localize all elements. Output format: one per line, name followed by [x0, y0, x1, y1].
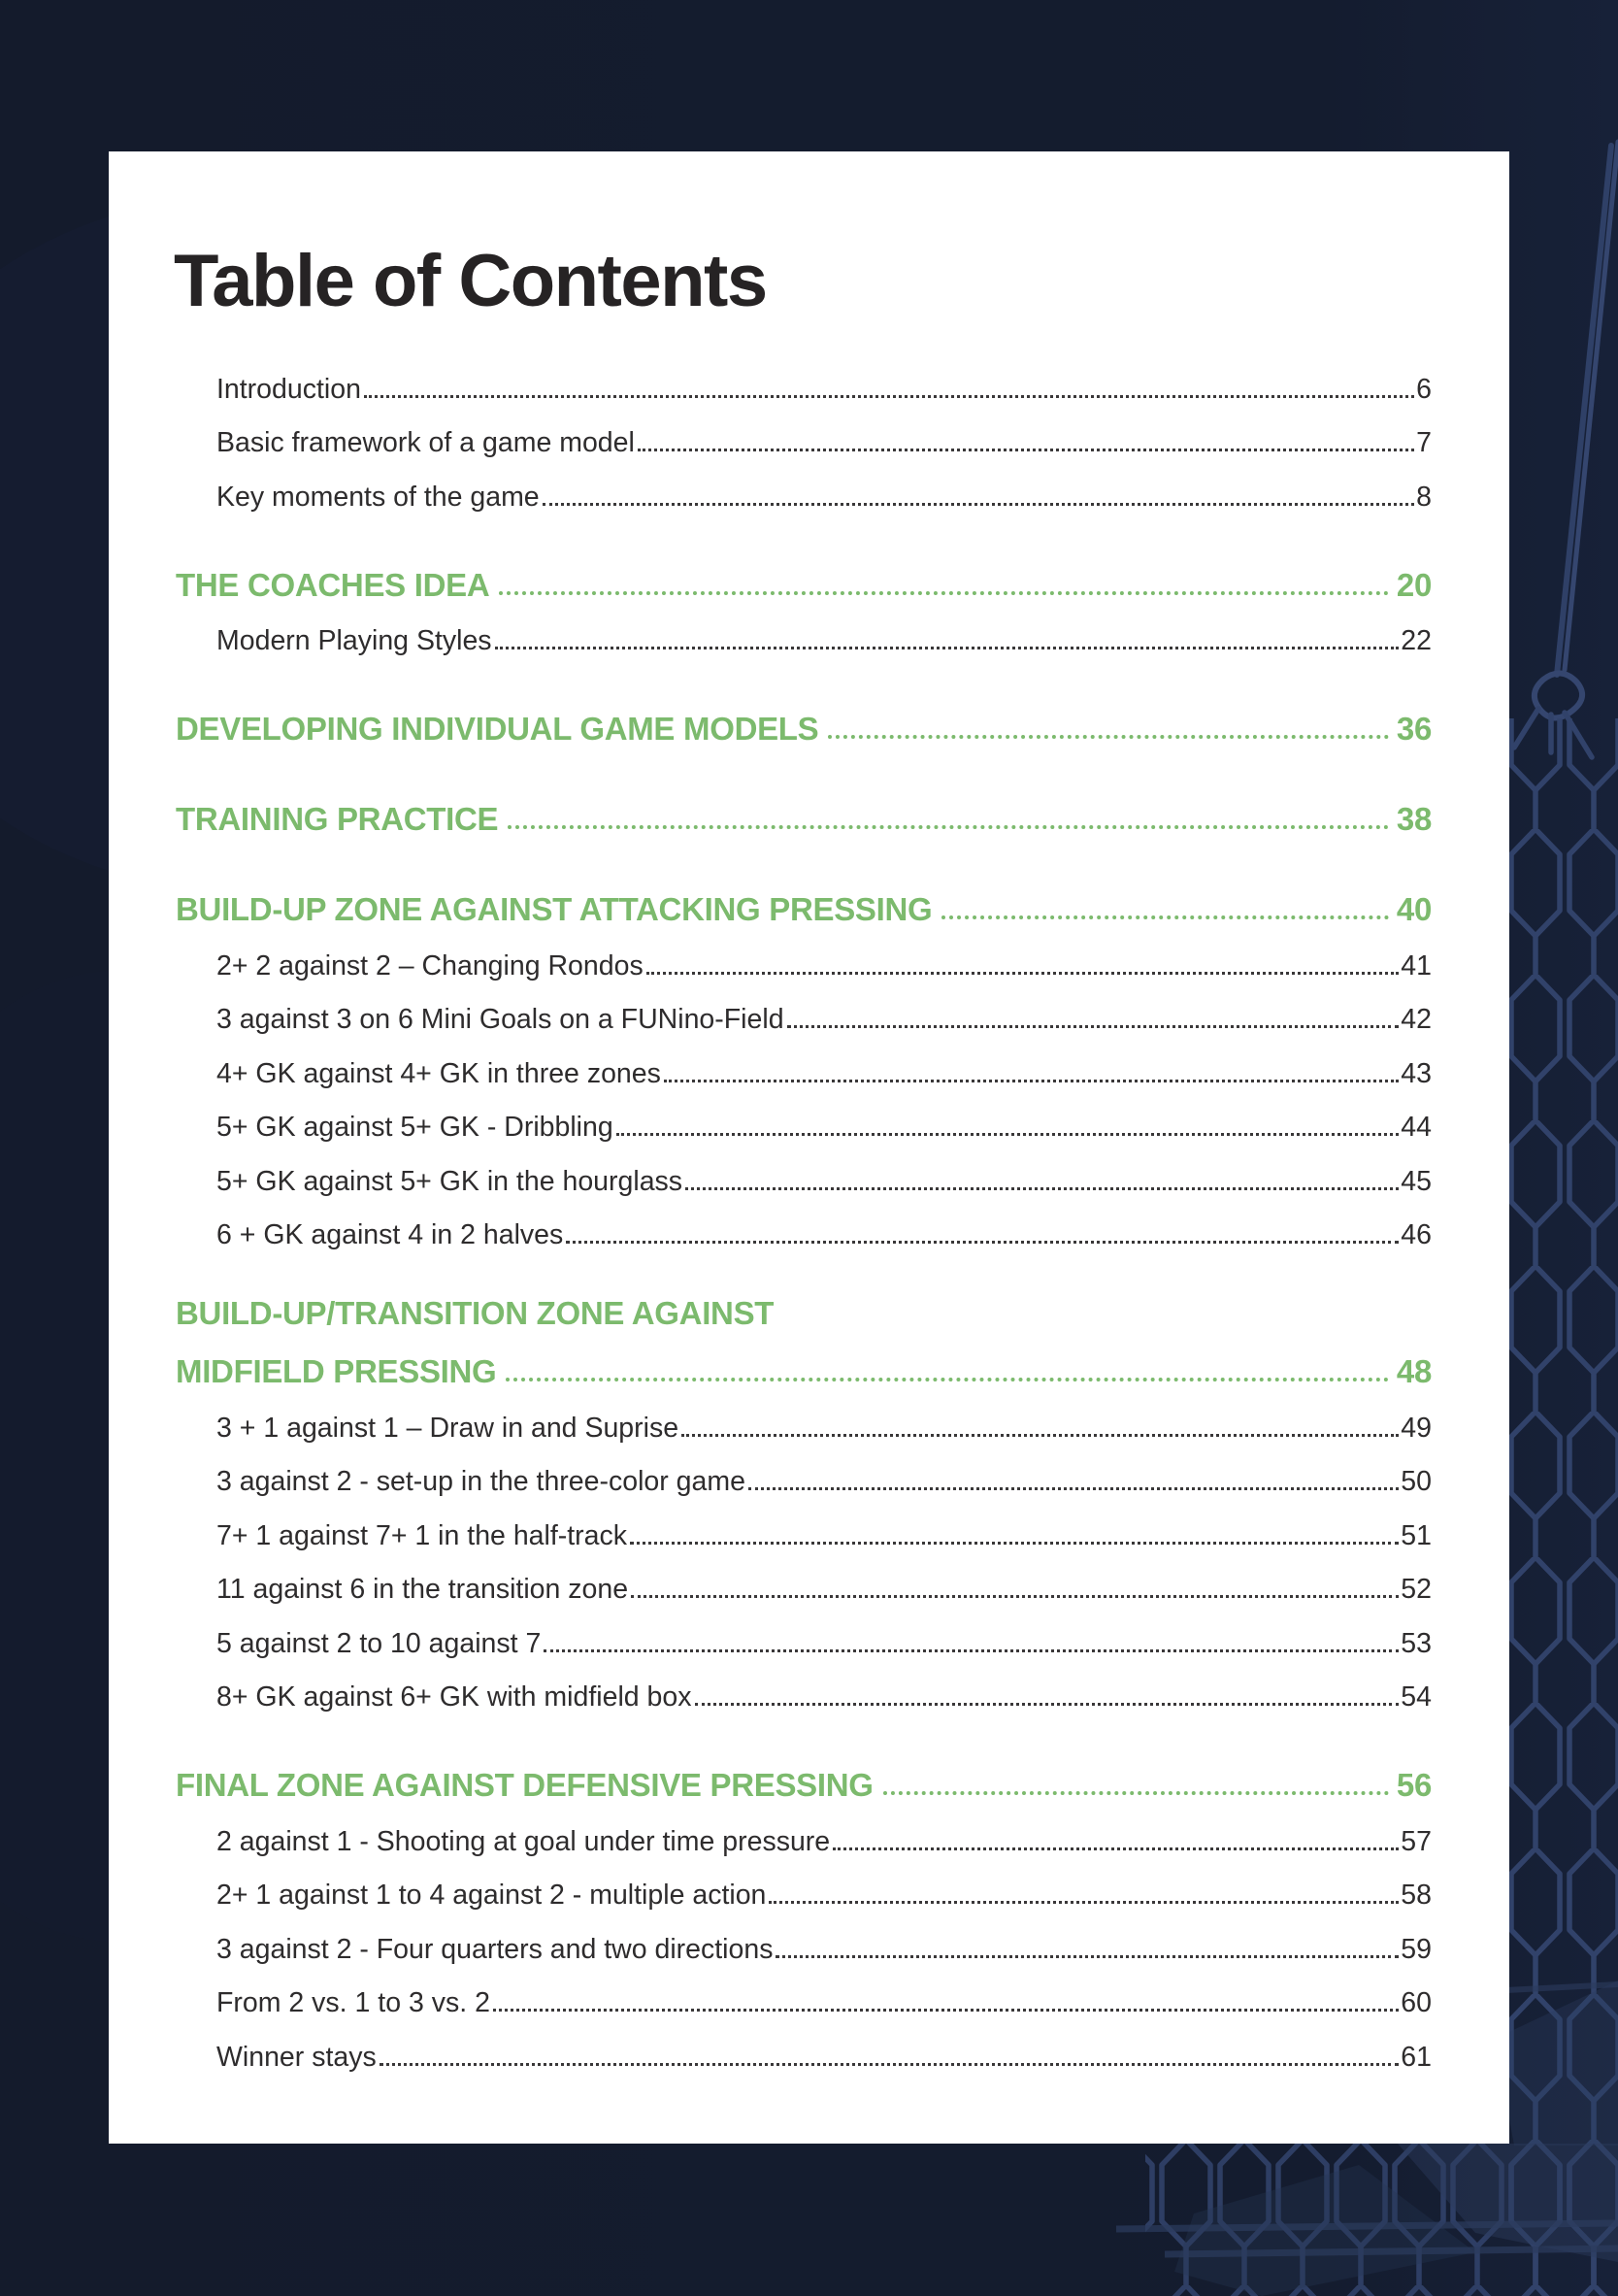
- toc-entry-page-number: 7: [1416, 427, 1432, 458]
- toc-entry-row: [176, 1966, 1432, 2020]
- toc-entry-page-number: 60: [1401, 1987, 1432, 2018]
- toc-entry-row: [176, 1445, 1432, 1499]
- toc-section: [176, 780, 1432, 838]
- toc-entry-row: [176, 1036, 1432, 1090]
- toc-sections: [176, 351, 1432, 2074]
- dot-leader: [544, 1649, 1399, 1652]
- dot-leader: [748, 1487, 1399, 1490]
- toc-entry-page-number: 41: [1401, 949, 1432, 982]
- toc-heading-page-number: 20: [1396, 566, 1432, 603]
- toc-heading-row: [176, 780, 1432, 838]
- toc-entry-label: 3 against 2 - set-up in the three-color game: [216, 1466, 745, 1497]
- toc-entry-label: 3 against 3 on 6 Mini Goals on a FUNino-Field: [216, 1004, 784, 1035]
- toc-entry-page-number: 51: [1401, 1519, 1432, 1551]
- dot-leader: [638, 449, 1414, 451]
- dot-leader: [631, 1595, 1399, 1598]
- toc-entry-label: Key moments of the game: [216, 481, 540, 513]
- toc-entry-label: 2 against 1 - Shooting at goal under time pressure: [216, 1825, 831, 1857]
- toc-entry-page-number: 22: [1401, 625, 1432, 656]
- dot-leader: [787, 1025, 1400, 1028]
- toc-entry-page-number: 6: [1416, 373, 1432, 405]
- toc-entry-label: Modern Playing Styles: [216, 625, 492, 656]
- toc-entry-row: [176, 1606, 1432, 1660]
- dot-leader: [508, 825, 1389, 829]
- toc-entry-label: 2+ 1 against 1 to 4 against 2 - multiple action: [216, 1880, 767, 1911]
- dot-leader: [506, 1378, 1388, 1381]
- dot-leader: [833, 1847, 1399, 1850]
- toc-entry-row: [176, 1660, 1432, 1714]
- toc-entry-label: 8+ GK against 6+ GK with midfield box: [216, 1681, 692, 1713]
- dot-leader: [776, 1955, 1399, 1958]
- toc-entry-label: 5+ GK against 5+ GK - Dribbling: [216, 1112, 613, 1143]
- toc-heading-label: BUILD-UP/TRANSITION ZONE AGAINST: [176, 1295, 775, 1331]
- toc-entry-page-number: 44: [1401, 1112, 1432, 1143]
- toc-entry-page-number: 57: [1401, 1825, 1432, 1857]
- toc-entry-label: Basic framework of a game model: [216, 427, 635, 458]
- toc-entry-label: 2+ 2 against 2 – Changing Rondos: [216, 949, 644, 982]
- toc-heading-label: MIDFIELD PRESSING: [176, 1353, 497, 1389]
- dot-leader: [616, 1133, 1400, 1136]
- dot-leader: [364, 395, 1414, 398]
- toc-heading-page-number: 36: [1396, 711, 1432, 747]
- toc-entry-page-number: 46: [1401, 1219, 1432, 1250]
- toc-heading-page-number: 38: [1396, 801, 1432, 837]
- toc-heading-label: BUILD-UP ZONE AGAINST ATTACKING PRESSING: [176, 891, 933, 927]
- toc-entry-row: [176, 604, 1432, 658]
- toc-heading-label: DEVELOPING INDIVIDUAL GAME MODELS: [176, 711, 819, 747]
- toc-entry-page-number: 49: [1401, 1412, 1432, 1444]
- toc-entry-row: [176, 1090, 1432, 1145]
- toc-heading-label: FINAL ZONE AGAINST DEFENSIVE PRESSING: [176, 1767, 874, 1803]
- dot-leader: [495, 647, 1400, 649]
- toc-entry-row: [176, 1858, 1432, 1913]
- toc-heading-page-number: 40: [1396, 891, 1432, 927]
- toc-section: [176, 351, 1432, 514]
- dot-leader: [543, 503, 1414, 506]
- toc-entry-page-number: 58: [1401, 1880, 1432, 1911]
- toc-entry-page-number: 45: [1401, 1165, 1432, 1197]
- toc-section: [176, 546, 1432, 658]
- dot-leader: [566, 1241, 1399, 1244]
- toc-heading-page-number: 48: [1396, 1353, 1432, 1389]
- toc-entry-label: 5+ GK against 5+ GK in the hourglass: [216, 1165, 683, 1197]
- toc-entry-row: [176, 459, 1432, 514]
- toc-entry-row: [176, 1144, 1432, 1198]
- dot-leader: [630, 1542, 1399, 1545]
- dot-leader: [828, 735, 1389, 739]
- toc-entry-label: 11 against 6 in the transition zone: [216, 1574, 629, 1605]
- toc-entry-label: Introduction: [216, 373, 361, 405]
- dot-leader: [685, 1187, 1399, 1190]
- toc-section: [176, 870, 1432, 1251]
- toc-entry-page-number: 52: [1401, 1574, 1432, 1605]
- toc-heading-row: [176, 1283, 1432, 1332]
- toc-entry-page-number: 8: [1416, 481, 1432, 513]
- toc-entry-label: 3 against 2 - Four quarters and two directions: [216, 1933, 774, 1965]
- dot-leader: [769, 1901, 1399, 1904]
- toc-heading-row: [176, 689, 1432, 748]
- dot-leader: [695, 1703, 1400, 1706]
- toc-heading-row: [176, 546, 1432, 604]
- toc-entry-label: From 2 vs. 1 to 3 vs. 2: [216, 1987, 490, 2018]
- dot-leader: [499, 591, 1388, 595]
- toc-entry-page-number: 61: [1401, 2041, 1432, 2073]
- toc-entry-row: [176, 1390, 1432, 1445]
- dot-leader: [380, 2063, 1400, 2066]
- toc-heading-row: [176, 1746, 1432, 1804]
- toc-entry-label: 4+ GK against 4+ GK in three zones: [216, 1057, 661, 1089]
- content-page: [109, 151, 1509, 2144]
- page-title: Table of Contents: [174, 240, 767, 322]
- dot-leader: [883, 1791, 1389, 1795]
- toc-section: [176, 1283, 1432, 1714]
- toc-entry-label: 7+ 1 against 7+ 1 in the half-track: [216, 1519, 628, 1551]
- toc-entry-row: [176, 1912, 1432, 1966]
- toc-entry-page-number: 50: [1401, 1466, 1432, 1497]
- toc-heading-row: [176, 1332, 1432, 1390]
- toc-entry-page-number: 54: [1401, 1681, 1432, 1713]
- toc-entry-page-number: 59: [1401, 1933, 1432, 1965]
- toc-entry-label: Winner stays: [216, 2041, 377, 2073]
- toc-entry-row: [176, 406, 1432, 460]
- toc-heading-page-number: 56: [1396, 1767, 1432, 1803]
- toc-entry-row: [176, 2019, 1432, 2074]
- toc-entry-label: 6 + GK against 4 in 2 halves: [216, 1219, 564, 1250]
- toc-entry-row: [176, 982, 1432, 1037]
- toc-heading-label: TRAINING PRACTICE: [176, 801, 499, 837]
- toc-heading-label: THE COACHES IDEA: [176, 566, 490, 603]
- toc-section: [176, 689, 1432, 748]
- toc-entry-row: [176, 1552, 1432, 1607]
- toc-entry-label: 3 + 1 against 1 – Draw in and Suprise: [216, 1412, 679, 1444]
- toc-entry-row: [176, 928, 1432, 982]
- dot-leader: [646, 972, 1400, 975]
- toc-entry-row: [176, 1498, 1432, 1552]
- dot-leader: [681, 1434, 1399, 1437]
- dot-leader: [941, 915, 1388, 919]
- dot-leader: [493, 2009, 1399, 2012]
- toc-heading-row: [176, 870, 1432, 928]
- toc-entry-page-number: 53: [1401, 1627, 1432, 1659]
- toc-section: [176, 1746, 1432, 2074]
- dot-leader: [664, 1080, 1399, 1082]
- toc-entry-page-number: 42: [1401, 1004, 1432, 1035]
- toc-entry-page-number: 43: [1401, 1057, 1432, 1089]
- toc-entry-row: [176, 1804, 1432, 1858]
- toc-entry-row: [176, 1198, 1432, 1252]
- toc-entry-row: [176, 351, 1432, 406]
- toc-entry-label: 5 against 2 to 10 against 7: [216, 1627, 542, 1659]
